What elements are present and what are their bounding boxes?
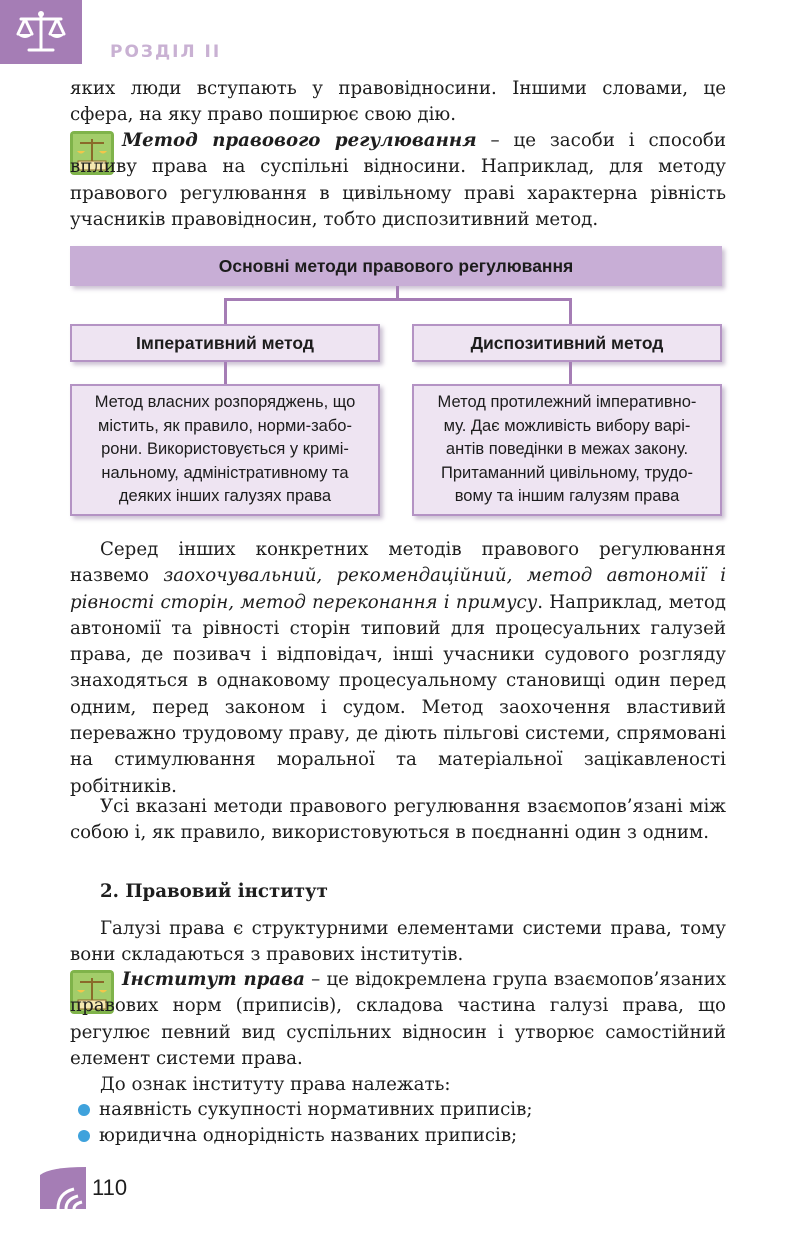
diagram-title: Основні методи правового регулювання — [70, 246, 722, 286]
term-method: Метод правового регулювання — [122, 130, 477, 151]
bullet-icon — [78, 1104, 90, 1116]
desc-line: вому та іншим галузям права — [454, 487, 680, 506]
section-heading: 2. Правовий інститут — [100, 881, 328, 902]
page-number: 110 — [92, 1175, 128, 1200]
desc-line: Метод протилежний імперативно- — [437, 393, 697, 412]
paragraph-6-text: – це відокремлена група взаємопов’язаних правових норм (приписів), складова частина галузі права, що регулює певний вид суспільних відносин і утворює самостійний елемент системи права. — [70, 969, 726, 1069]
methods-list: заохочувальний, рекомендаційний, метод автономії і рівності сторін, метод переконання і примусу — [70, 565, 727, 613]
connector-right-lower — [569, 362, 572, 384]
list-item-text: юридична однорідність названих приписів; — [99, 1125, 518, 1146]
connector-right — [569, 298, 572, 324]
desc-line: містить, як правило, норми-забо- — [98, 416, 352, 435]
page-corner-icon — [40, 1167, 86, 1209]
dispositive-method-description — [412, 384, 722, 516]
paragraph-5: Галузі права є структурними елементами системи права, тому вони складаються з правових інститутів. — [70, 918, 726, 966]
paragraph-3-text: . Наприклад, метод автономії та рівності сторін типовий для процесуальних галузей права, де позивач і відповідач, інші учасники судового розгляду знаходяться в однаковому процесуальному становищі один перед одним, перед законом і судом. Метод заохочення властивий переважно трудовому праву, де діють пільгові системи, спрямовані на стимулювання моральної та матеріальної зацікавленості робітників. — [70, 591, 726, 797]
imperative-method-heading: Імперативний метод — [70, 324, 380, 362]
bullet-icon — [78, 1130, 90, 1142]
connector-left — [224, 298, 227, 324]
paragraph-6 — [70, 967, 726, 1072]
imperative-method-description — [70, 384, 380, 516]
section-label: РОЗДІЛ II — [110, 42, 222, 62]
paragraph-3-start: Серед інших конкретних методів правового регулювання назвемо — [70, 539, 726, 587]
section-tab — [0, 0, 82, 64]
desc-line: антів поведінки в межах закону. — [445, 440, 689, 459]
list-item-text: наявність сукупності нормативних приписів; — [99, 1099, 533, 1120]
desc-line: му. Дає можливість вибору варі- — [443, 416, 691, 435]
desc-line: деяких інших галузях права — [118, 487, 332, 506]
dispositive-method-heading: Диспозитивний метод — [412, 324, 722, 362]
paragraph-2-text: – це засоби і способи впливу права на суспільні відносини. Наприклад, для методу правового регулювання в цивільному праві характерна рівність учасників правовідносин, тобто диспозитивний метод. — [70, 130, 726, 230]
connector-left-lower — [224, 362, 227, 384]
desc-line: нальному, адміністративному та — [101, 463, 349, 482]
paragraph-2 — [70, 128, 726, 233]
term-institute: Інститут права — [122, 969, 305, 990]
paragraph-7: До ознак інституту права належать: — [100, 1074, 451, 1095]
list-item — [78, 1097, 728, 1123]
desc-line: рони. Використовується у кримі- — [101, 440, 349, 459]
paragraph-4: Усі вказані методи правового регулювання взаємопов’язані між собою і, як правило, використовуються в поєднанні один з одним. — [70, 796, 726, 844]
desc-line: Метод власних розпоряджень, що — [94, 393, 356, 412]
desc-line: Притаманний цивільному, трудо- — [440, 463, 693, 482]
paragraph-1: яких люди вступають у правовідносини. Іншими словами, це сфера, на яку право поширює свою дію. — [70, 78, 726, 126]
connector-horizontal — [224, 298, 572, 301]
list-item — [78, 1123, 728, 1149]
paragraph-3 — [70, 537, 726, 800]
scales-icon — [13, 8, 69, 56]
